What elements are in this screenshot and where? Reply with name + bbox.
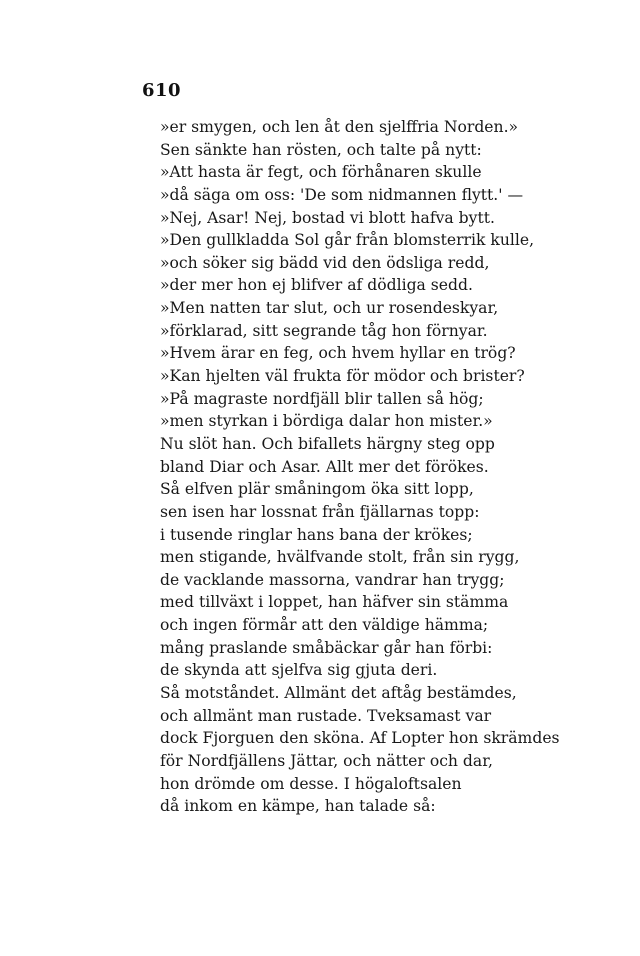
- poem-line: de vacklande massorna, vandrar han trygg;: [160, 570, 505, 589]
- poem-line: hon drömde om desse. I högaloftsalen: [160, 774, 462, 793]
- poem-line: »Den gullkladda Sol går från blomsterrik kulle,: [160, 231, 535, 250]
- poem-line: då inkom en kämpe, han talade så:: [160, 797, 436, 816]
- poem-line: »På magraste nordfjäll blir tallen så hög;: [160, 389, 484, 408]
- poem-text: [160, 116, 580, 818]
- poem-line: »Hvem ärar en feg, och hvem hyllar en trög?: [160, 344, 516, 363]
- poem-line: »och söker sig bädd vid den ödsliga redd,: [160, 253, 490, 272]
- poem-line: »då säga om oss: 'De som nidmannen flytt.' —: [160, 185, 524, 204]
- poem-line: men stigande, hvälfvande stolt, från sin rygg,: [160, 548, 520, 567]
- poem-line: för Nordfjällens Jättar, och nätter och dar,: [160, 751, 493, 770]
- poem-line: »Kan hjelten väl frukta för mödor och brister?: [160, 367, 525, 386]
- poem-line: Så motståndet. Allmänt det aftåg bestämdes,: [160, 684, 517, 703]
- poem-line: Nu slöt han. Och bifallets härgny steg opp: [160, 434, 495, 453]
- poem-line: bland Diar och Asar. Allt mer det förökes.: [160, 457, 489, 476]
- poem-line: med tillväxt i loppet, han häfver sin stämma: [160, 593, 509, 612]
- poem-line: »Att hasta är fegt, och förhånaren skulle: [160, 163, 482, 182]
- poem-line: »Nej, Asar! Nej, bostad vi blott hafva bytt.: [160, 208, 495, 227]
- poem-line: »men styrkan i bördiga dalar hon mister.»: [160, 412, 493, 431]
- poem-line: i tusende ringlar hans bana der krökes;: [160, 525, 473, 544]
- poem-line: »förklarad, sitt segrande tåg hon förnyar.: [160, 321, 488, 340]
- poem-line: sen isen har lossnat från fjällarnas topp:: [160, 502, 480, 521]
- poem-line: och ingen förmår att den väldige hämma;: [160, 616, 489, 635]
- poem-line: »Men natten tar slut, och ur rosendeskyar,: [160, 299, 499, 318]
- poem-line: »er smygen, och len åt den sjelffria Norden.»: [160, 118, 519, 136]
- poem-line: dock Fjorguen den sköna. Af Lopter hon skrämdes: [160, 729, 560, 748]
- page-number: 610: [142, 80, 182, 101]
- poem-line: Sen sänkte han rösten, och talte på nytt:: [160, 140, 482, 159]
- poem-line: Så elfven plär småningom öka sitt lopp,: [160, 480, 474, 499]
- poem-line: mång praslande småbäckar går han förbi:: [160, 638, 493, 657]
- poem-line: »der mer hon ej blifver af dödliga sedd.: [160, 276, 473, 295]
- poem-line: och allmänt man rustade. Tveksamast var: [160, 706, 492, 725]
- poem-line: de skynda att sjelfva sig gjuta deri.: [160, 661, 438, 680]
